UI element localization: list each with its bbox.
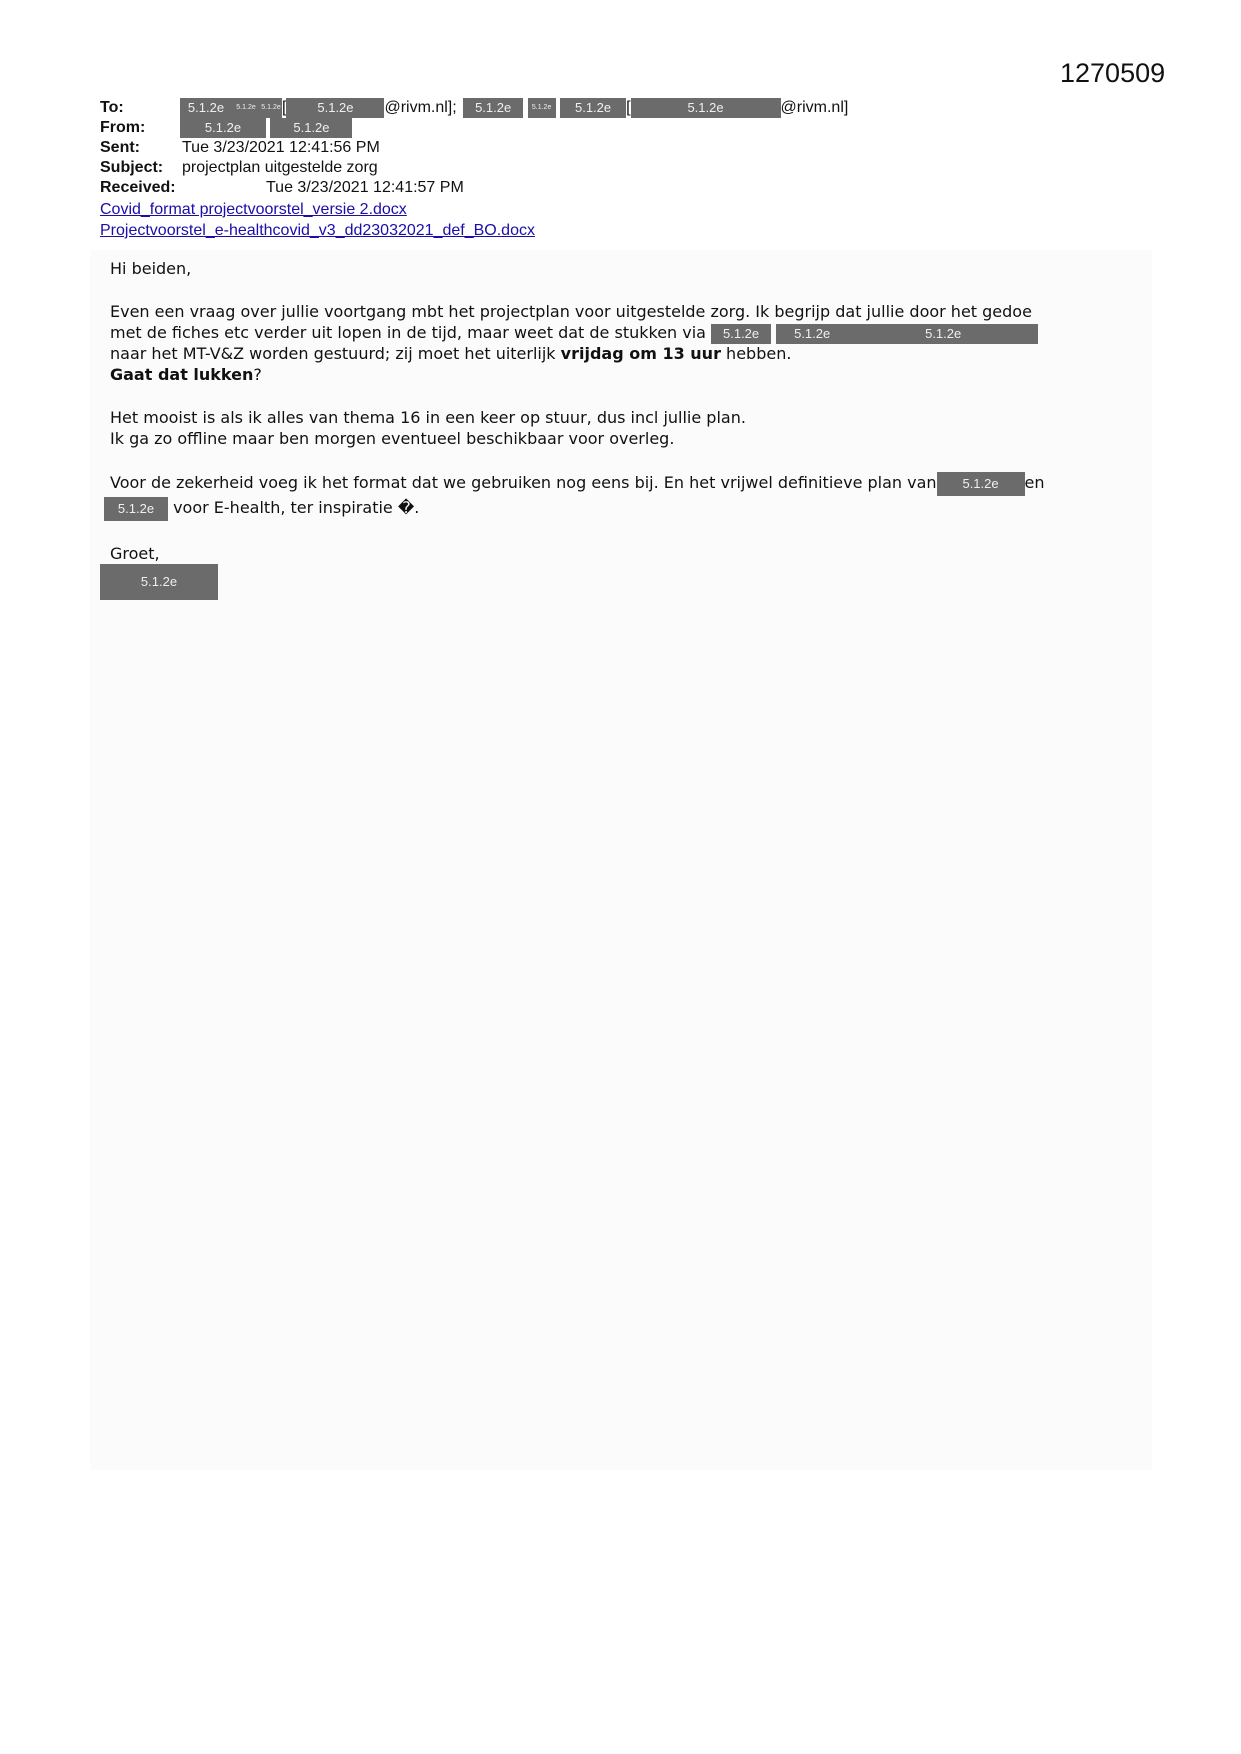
message-text [110,258,1140,600]
paragraph-line [110,364,1140,385]
closing: Groet, [110,544,160,563]
redaction: 5.1.2e [560,98,626,118]
redaction: 5.1.2e [848,324,1038,344]
redaction: 5.1.2e [232,98,260,118]
paragraph-line: Ik ga zo offline maar ben morgen eventueel beschikbaar voor overleg. [110,429,675,448]
signature-redaction: 5.1.2e [100,564,218,600]
to-label: To: [100,99,124,116]
email-domain: @rivm.nl] [780,99,849,117]
subject-label: Subject: [100,159,164,176]
sent-value: Tue 3/23/2021 12:41:56 PM [182,139,380,156]
text: met de fiches etc verder uit lopen in de tijd, maar weet dat de stukken via [110,323,706,342]
redaction: 5.1.2e [528,98,556,118]
redaction: 5.1.2e [286,98,384,118]
from-label: From: [100,119,146,136]
paragraph-line [110,322,1140,343]
received-label: Received: [100,179,176,196]
text: en [1024,473,1045,492]
attachment-link[interactable]: Covid_format projectvoorstel_versie 2.docx [100,201,407,218]
document-number: 1270509 [1060,58,1166,88]
text: naar het MT-V&Z worden gestuurd; zij moet het uiterlijk [110,344,561,363]
sent-label: Sent: [100,139,140,156]
redaction: 5.1.2e [631,98,781,118]
subject-value: projectplan uitgestelde zorg [182,159,378,176]
redaction: 5.1.2e [776,324,848,344]
paragraph-line [110,471,1140,495]
paragraph-line: Even een vraag over jullie voortgang mbt het projectplan voor uitgestelde zorg. Ik begrijp dat jullie door het gedoe [110,302,1032,321]
attachment-link[interactable]: Projectvoorstel_e-healthcovid_v3_dd23032021_def_BO.docx [100,222,535,239]
redaction: 5.1.2e [180,98,232,118]
bracket: [ [282,99,287,117]
attachment-list [100,199,535,241]
text: voor E-health, ter inspiratie �. [168,498,420,517]
redaction: 5.1.2e [260,98,282,118]
text: Voor de zekerheid voeg ik het format dat we gebruiken nog eens bij. En het vrijwel definitieve plan van [110,473,937,492]
question-text: Gaat dat lukken [110,365,254,384]
paragraph-line [110,343,1140,364]
email-domain: @rivm.nl]; [384,99,457,117]
redaction: 5.1.2e [463,98,523,118]
received-value: Tue 3/23/2021 12:41:57 PM [266,179,464,196]
greeting: Hi beiden, [110,259,192,278]
text: hebben. [720,344,792,363]
redaction: 5.1.2e [270,118,352,138]
text: ? [253,365,262,384]
deadline-text: vrijdag om 13 uur [560,344,721,363]
redaction: 5.1.2e [937,472,1025,496]
redaction: 5.1.2e [180,118,266,138]
redaction: 5.1.2e [711,324,771,344]
paragraph-line: Het mooist is als ik alles van thema 16 in een keer op stuur, dus incl jullie plan. [110,408,746,427]
redaction: 5.1.2e [104,497,168,521]
bracket: [ [626,99,631,117]
paragraph-line [110,495,1140,521]
to-value [180,98,848,118]
email-body [90,250,1152,1470]
from-value [180,118,352,138]
